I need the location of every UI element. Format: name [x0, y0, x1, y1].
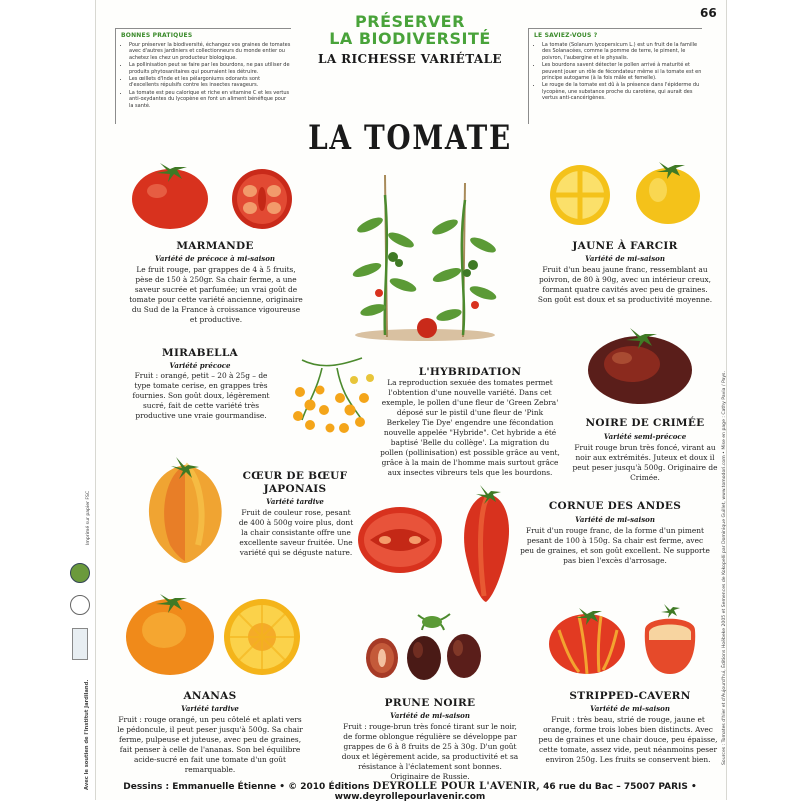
box-right-title: LE SAVIEZ-VOUS ?	[534, 32, 598, 39]
noire-crimee-name: NOIRE DE CRIMÉE	[585, 417, 705, 429]
footer	[100, 781, 720, 802]
footer-website[interactable]: www.deyrollepourlavenir.com	[334, 792, 486, 802]
prune-noire-subtitle: Variété de mi-saison	[390, 711, 470, 720]
cornue-subtitle: Variété de mi-saison	[575, 515, 655, 524]
box-right-item: • La tomate (Solanum lycopersicum L.) est un fruit de la famille des Solanacées, comme la pomme de terre, le piment, le poivron, l'aubergine et le physalis.	[542, 42, 702, 61]
marmande-illustration	[122, 155, 307, 235]
marmande-description: Le fruit rouge, par grappes de 4 à 5 fruits, pèse de 150 à 250gr. Sa chair ferme, a une saveur sucrée et parfumée; un vrai goût de tomate pour cette variété ancienne, originaire du Sud de la France à croissance vigoureuse et productive.	[129, 265, 303, 324]
cornue-illustration	[350, 478, 520, 608]
ananas-subtitle: Variété tardive	[181, 704, 239, 713]
whole-cornue	[464, 494, 509, 602]
box-left-item: • La pollinisation peut se faire par les bourdons, ne pas utiliser de produits phytosanitaires qui pourraient les détruire.	[129, 62, 291, 75]
sources-credit: Sources : Tomates d'hier et d'Aujourd'hui, Éditions Hoëbeke 2005 et Semences de Kokopelli par Dominique Guillet, www.tomodori.com • Mise en page : Cathy Pavia / Pays.	[722, 371, 727, 765]
cornue-description: Fruit d'un rouge franc, de la forme d'un piment pesant de 100 à 150g. Sa chair est ferme, avec peu de graines, et son goût excellent. Ne supporte pas bien l'excès d'arrosage.	[520, 526, 710, 565]
prune-noire-illustration	[360, 610, 500, 685]
paper-note: Imprimé sur papier FSC	[86, 490, 91, 545]
prune-noire-name: PRUNE NOIRE	[384, 697, 476, 709]
jaune-illustration	[540, 150, 710, 230]
cornue-name: CORNUE DES ANDES	[548, 500, 682, 512]
box-left-title: BONNES PRATIQUES	[121, 32, 193, 39]
main-title: LA TOMATE	[308, 118, 512, 158]
jaune-subtitle: Variété de mi-saison	[585, 254, 665, 263]
tomato-plants-illustration	[345, 165, 500, 345]
footer-credit: Dessins : Emmanuelle Étienne • © 2010 Éditions	[123, 782, 370, 792]
footer-publisher: DEYROLLE POUR L'AVENIR,	[372, 781, 540, 792]
prune-noire-description: Fruit : rouge-brun très foncé tirant sur le noir, de forme oblongue régulière se développe par grappes de 6 à 8 fruits de 25 à 30g. D'un goût doux et légèrement acide, sa productivité et sa résistance à l'éclatement sont bonnes. Originaire de Russie.	[341, 722, 519, 781]
stripped-cavern-subtitle: Variété de mi-saison	[590, 704, 670, 713]
header-line2: LA BIODIVERSITÉ	[329, 29, 491, 48]
coeur-boeuf-illustration	[140, 445, 230, 565]
ananas-illustration	[122, 592, 307, 682]
partner-logo-2	[70, 595, 90, 615]
noire-crimee-subtitle: Variété semi-précoce	[603, 432, 687, 441]
coeur-boeuf-name-line2: JAPONAIS	[263, 483, 327, 495]
jaune-name: JAUNE À FARCIR	[572, 240, 678, 252]
hybridation-title: L'HYBRIDATION	[418, 366, 522, 378]
coeur-boeuf-name-line1: CŒUR DE BŒUF	[242, 470, 348, 482]
ananas-name: ANANAS	[183, 690, 237, 702]
box-bonnes-pratiques	[115, 28, 291, 124]
box-le-saviez-vous	[528, 28, 702, 124]
ananas-description: Fruit : rouge orangé, un peu côtelé et aplati vers le pédoncule, il peut peser jusqu'à 500g. Sa chair ferme, pulpeuse et juteuse, avec peu de graines, fait penser à celle de l'ananas. Son bel équilibre acide-sucré en fait une tomate d'un goût remarquable.	[117, 715, 303, 774]
marmande-subtitle: Variété de précoce à mi-saison	[155, 254, 275, 263]
support-credit: Avec le soutien de l'Institut Jardiland.	[84, 679, 90, 790]
mirabella-description: Fruit : orangé, petit – 20 à 25g – de type tomate cerise, en grappes très fournies. Son goût doux, légèrement sucré, fait de cette variété très productive une vraie gourmandise.	[132, 371, 270, 420]
box-right-item: • Les bourdons savent détecter le pollen arrivé à maturité et peuvent jouer un rôle de fécondateur même si la tomate est en principe autogame (à la fois mâle et femelle).	[542, 62, 702, 81]
box-left-item: • Pour préserver la biodiversité, échangez vos graines de tomates avec d'autres jardiniers et collectionneurs du monde entier ou achetez les chez un producteur biologique.	[129, 42, 291, 61]
box-right-item: • Le rouge de la tomate est dû à la présence dans l'épiderme du lycopène, une substance proche du carotène, qui aurait des vertus anti-cancérigènes.	[542, 82, 702, 101]
header-subtitle: LA RICHESSE VARIÉTALE	[318, 52, 502, 66]
noire-crimee-description: Fruit rouge brun très foncé, virant au noir aux extrémités. Juteux et doux il peut peser jusqu'à 500g. Originaire de Crimée.	[572, 443, 718, 482]
stripped-cavern-name: STRIPPED-CAVERN	[569, 690, 691, 702]
page-number: 66	[700, 6, 717, 20]
hybridation-description: La reproduction sexuée des tomates permet l'obtention d'une nouvelle variété. Dans cet exemple, le pollen d'une fleur de 'Green Zebra' déposé sur le pistil d'une fleur de 'Pink Berkeley Tie Dye' engendre une fécondation nouvelle appelée "Hybride". Cet hybride a été baptisé 'Belle du collège'. La migration du pollen (pollinisation) est possible grâce au vent, grâce à la main de l'homme mais surtout grâce aux insectes vibreurs tels que les bourdons.	[380, 378, 560, 477]
mirabella-name: MIRABELLA	[162, 347, 238, 359]
jaune-description: Fruit d'un beau jaune franc, ressemblant au poivron, de 80 à 90g, avec un intérieur creux, formant quatre cavités avec peu de graines. Son goût est doux et sa productivité moyenne.	[537, 265, 713, 304]
marmande-name: MARMANDE	[176, 240, 254, 252]
coeur-boeuf-description: Fruit de couleur rose, pesant de 400 à 500g voire plus, dont la chair consistante offre une excellente saveur fruitée. Une variété qui se déguste nature.	[238, 508, 354, 557]
mirabella-illustration	[282, 350, 382, 440]
header-line1: PRÉSERVER	[355, 12, 465, 31]
footer-address: 46 rue du Bac – 75007 PARIS •	[543, 782, 697, 792]
partner-logo-1	[70, 563, 90, 583]
box-left-item: • Les œillets d'Inde et les pélargoniums odorants sont d'excellents répulsifs contre les insectes ravageurs.	[129, 76, 291, 89]
stripped-cavern-illustration	[545, 600, 705, 680]
partner-logo-3	[72, 628, 88, 660]
coeur-boeuf-subtitle: Variété tardive	[266, 497, 324, 506]
stripped-cavern-description: Fruit : très beau, strié de rouge, jaune et orange, forme trois lobes bien distincts. Avec peu de graines et une chair douce, peu épaisse, cette tomate, assez vide, peut néanmoins peser environ 250g. Les fruits se conservent bien.	[538, 715, 718, 764]
noire-crimee-illustration	[580, 318, 700, 408]
box-left-item: • La tomate est peu calorique et riche en vitamine C et les vertus anti-oxydantes du lycopène en font un aliment bénéfique pour la santé.	[129, 90, 291, 109]
mirabella-subtitle: Variété précoce	[169, 361, 231, 370]
